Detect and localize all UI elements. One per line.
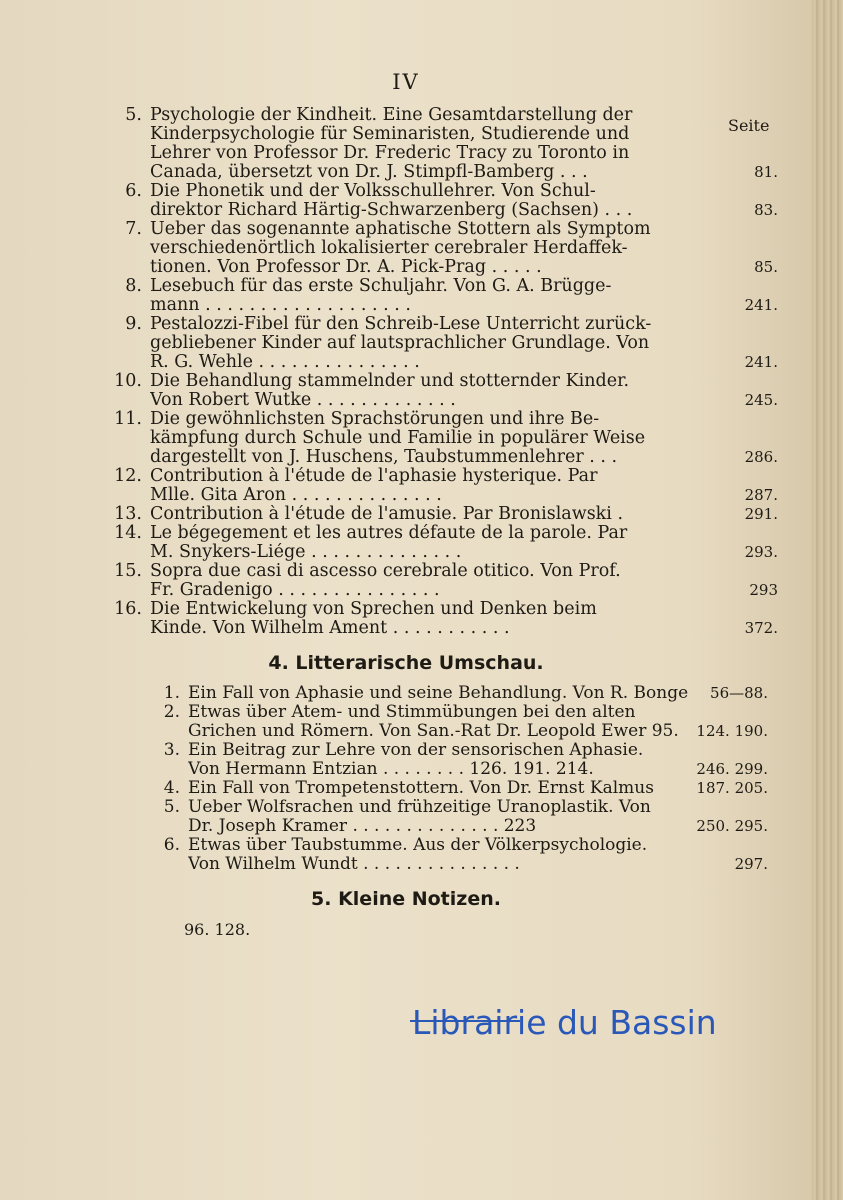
entry-page: 286. <box>744 448 778 466</box>
entry-line: Die Entwickelung von Sprechen und Denken beim <box>150 600 597 619</box>
entry-number: 2. <box>163 702 180 722</box>
watermark: Librairie du Bassin <box>412 1003 717 1042</box>
entry-page: 245. <box>744 391 778 409</box>
entry-line: verschiedenörtlich lokalisierter cerebraler Herdaffek- <box>150 239 628 258</box>
contents-entry <box>114 599 778 638</box>
contents-list <box>0 106 812 939</box>
literature-entry <box>163 683 768 703</box>
entry-page: 56—88. <box>710 684 768 702</box>
entry-number: 13. <box>114 504 142 524</box>
entry-line: Von Wilhelm Wundt . . . . . . . . . . . . . . . <box>188 855 520 874</box>
contents-entry <box>125 219 778 277</box>
entry-line: direktor Richard Härtig-Schwarzenberg (Sachsen) . . . <box>150 201 633 220</box>
entry-line: Lehrer von Professor Dr. Frederic Tracy zu Toronto in <box>150 144 630 163</box>
entry-page: 372. <box>744 619 778 637</box>
page-number: IV <box>392 70 420 94</box>
entry-line: Sopra due casi di ascesso cerebrale otitico. Von Prof. <box>150 562 621 581</box>
section3-entries <box>0 106 812 638</box>
entry-line: Ein Beitrag zur Lehre von der sensorischen Aphasie. <box>188 741 644 760</box>
entry-number: 10. <box>114 371 142 391</box>
entry-number: 6. <box>163 835 180 855</box>
entry-page: 85. <box>754 258 778 276</box>
entry-line: Etwas über Taubstumme. Aus der Völkerpsychologie. <box>188 836 648 855</box>
entry-line: Etwas über Atem- und Stimmübungen bei den alten <box>188 703 636 722</box>
entry-number: 11. <box>114 409 142 429</box>
entry-line: Die gewöhnlichsten Sprachstörungen und ihre Be- <box>150 410 600 429</box>
contents-entry <box>114 561 778 600</box>
section4-entries <box>0 684 812 874</box>
contents-entry <box>125 276 778 315</box>
entry-page: 81. <box>754 163 778 181</box>
entry-line: Lesebuch für das erste Schuljahr. Von G. A. Brügge- <box>150 277 612 296</box>
entry-number: 16. <box>114 599 142 619</box>
contents-entry <box>114 371 778 410</box>
entry-line: Die Behandlung stammelnder und stotternder Kinder. <box>150 372 630 391</box>
seite-label: Seite <box>728 116 770 135</box>
entry-number: 6. <box>125 181 142 201</box>
entry-number: 7. <box>125 219 142 239</box>
entry-line: tionen. Von Professor Dr. A. Pick-Prag . . . . . <box>150 258 542 277</box>
entry-page: 293 <box>749 581 778 599</box>
entry-line: Ueber Wolfsrachen und frühzeitige Uranoplastik. Von <box>188 798 651 817</box>
contents-entry <box>114 523 778 562</box>
entry-number: 9. <box>125 314 142 334</box>
entry-line: dargestellt von J. Huschens, Taubstummenlehrer . . . <box>150 448 618 467</box>
entry-page: 241. <box>744 296 778 314</box>
entry-line: mann . . . . . . . . . . . . . . . . . . . <box>150 296 411 315</box>
literature-entry <box>163 702 768 741</box>
entry-line: Ein Fall von Aphasie und seine Behandlung. Von R. Bonge <box>188 684 688 703</box>
entry-line: Contribution à l'étude de l'amusie. Par Bronislawski . <box>150 505 624 524</box>
literature-entry <box>163 835 768 874</box>
entry-line: M. Snykers-Liége . . . . . . . . . . . . . . <box>150 543 462 562</box>
entry-line: Von Robert Wutke . . . . . . . . . . . . . <box>150 391 456 410</box>
contents-entry <box>125 181 778 220</box>
entry-line: Pestalozzi-Fibel für den Schreib-Lese Unterricht zurück- <box>150 315 652 334</box>
entry-number: 3. <box>163 740 180 760</box>
entry-line: Von Hermann Entzian . . . . . . . . 126. 191. 214. <box>188 760 594 779</box>
entry-line: kämpfung durch Schule und Familie in populärer Weise <box>150 429 646 448</box>
entry-page: 124. 190. <box>696 722 768 740</box>
entry-line: Canada, übersetzt von Dr. J. Stimpfl-Bamberg . . . <box>150 163 588 182</box>
entry-number: 4. <box>163 778 180 798</box>
entry-page: 293. <box>744 543 778 561</box>
entry-number: 12. <box>114 466 142 486</box>
entry-page: 83. <box>754 201 778 219</box>
entry-line: R. G. Wehle . . . . . . . . . . . . . . . <box>150 353 420 372</box>
literature-entry <box>163 740 768 779</box>
entry-number: 8. <box>125 276 142 296</box>
entry-page: 297. <box>734 855 768 873</box>
notes-pages: 96. 128. <box>184 920 251 939</box>
entry-number: 1. <box>163 683 180 703</box>
literature-entry <box>163 778 768 798</box>
entry-page: 187. 205. <box>696 779 768 797</box>
literature-entry <box>163 797 768 836</box>
entry-page: 246. 299. <box>696 760 768 778</box>
entry-line: Contribution à l'étude de l'aphasie hysterique. Par <box>150 467 598 486</box>
section4-title: 4. Litterarische Umschau. <box>268 652 544 674</box>
contents-entry <box>125 314 778 372</box>
entry-line: Kinderpsychologie für Seminaristen, Studierende und <box>150 125 630 144</box>
entry-line: Dr. Joseph Kramer . . . . . . . . . . . . . . 223 <box>188 817 537 836</box>
entry-page: 250. 295. <box>696 817 768 835</box>
contents-entry <box>114 466 778 505</box>
entry-line: Psychologie der Kindheit. Eine Gesamtdarstellung der <box>150 106 633 125</box>
entry-line: Fr. Gradenigo . . . . . . . . . . . . . . . <box>150 581 440 600</box>
entry-line: gebliebener Kinder auf lautsprachlicher Grundlage. Von <box>150 334 650 353</box>
entry-line: Le bégegement et les autres défaute de la parole. Par <box>150 524 628 543</box>
entry-line: Kinde. Von Wilhelm Ament . . . . . . . . . . . <box>150 619 510 638</box>
entry-number: 5. <box>163 797 180 817</box>
entry-number: 14. <box>114 523 142 543</box>
entry-line: Die Phonetik und der Volksschullehrer. Von Schul- <box>150 182 596 201</box>
entry-page: 241. <box>744 353 778 371</box>
section5-title: 5. Kleine Notizen. <box>311 888 501 910</box>
contents-entry <box>114 409 778 467</box>
page-edge <box>812 0 843 1200</box>
entry-line: Mlle. Gita Aron . . . . . . . . . . . . . . <box>150 486 442 505</box>
contents-entry <box>114 504 778 524</box>
entry-page: 287. <box>744 486 778 504</box>
entry-line: Ein Fall von Trompetenstottern. Von Dr. Ernst Kalmus <box>188 779 654 798</box>
entry-number: 15. <box>114 561 142 581</box>
entry-number: 5. <box>125 105 142 125</box>
entry-line: Grichen und Römern. Von San.-Rat Dr. Leopold Ewer 95. <box>188 722 679 741</box>
entry-line: Ueber das sogenannte aphatische Stottern als Symptom <box>150 220 651 239</box>
entry-page: 291. <box>744 505 778 523</box>
